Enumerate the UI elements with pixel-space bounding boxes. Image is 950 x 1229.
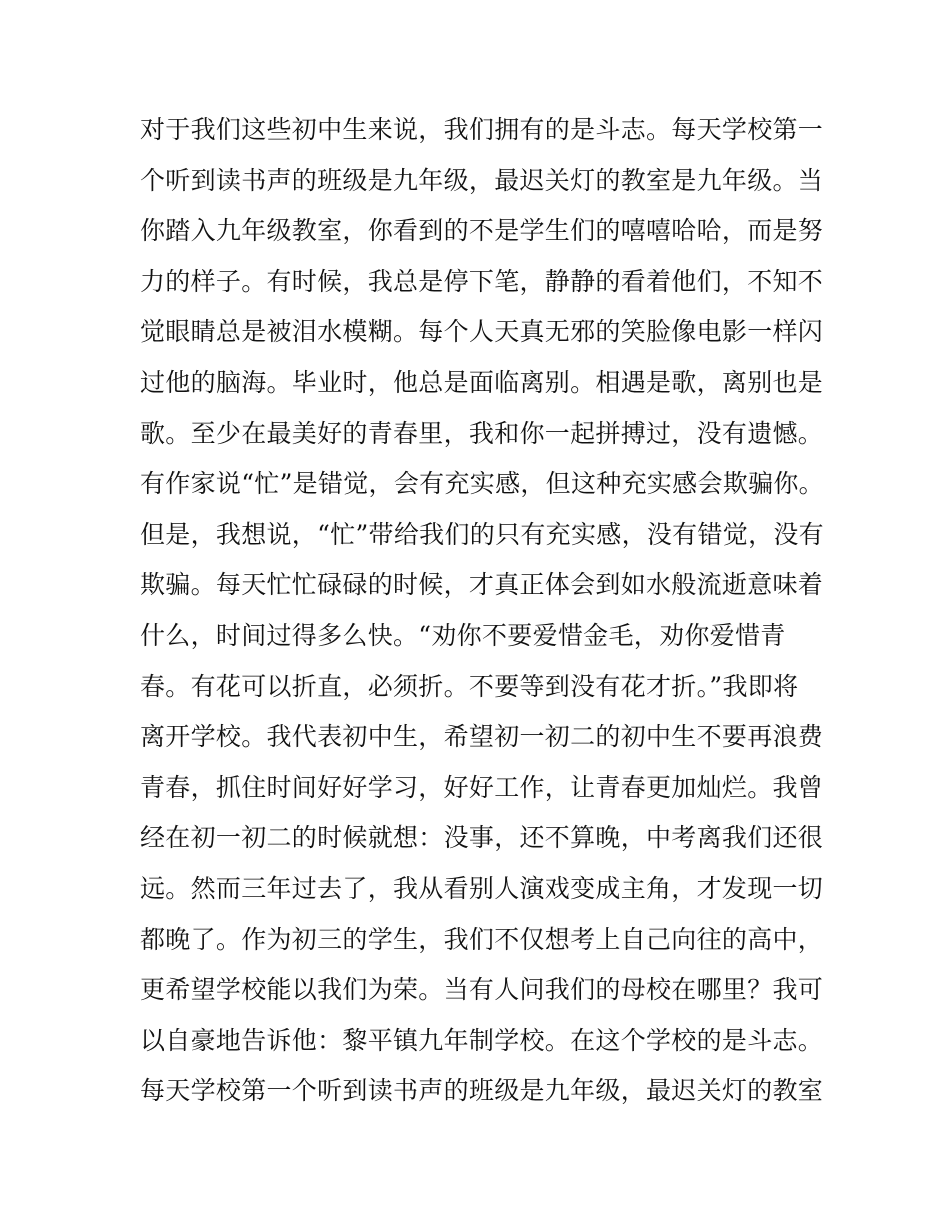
text-line-9: 但是，我想说，“忙”带给我们的只有充实感，没有错觉，没有	[140, 519, 824, 549]
text-line-1: 对于我们这些初中生来说，我们拥有的是斗志。每天学校第一	[140, 115, 824, 144]
text-line-14: 青春，抓住时间好好学习，好好工作，让青春更加灿烂。我曾	[140, 772, 824, 802]
text-line-10: 欺骗。每天忙忙碌碌的时候，才真正体会到如水般流逝意味着	[140, 570, 824, 600]
text-line-11: 什么，时间过得多么快。“劝你不要爱惜金毛，劝你爱惜青	[140, 620, 786, 650]
text-line-15: 经在初一初二的时候就想：没事，还不算晚，中考离我们还很	[140, 823, 824, 853]
text-line-17: 都晚了。作为初三的学生，我们不仅想考上自己向往的高中，	[140, 924, 824, 954]
text-line-2: 个听到读书声的班级是九年级，最迟关灯的教室是九年级。当	[140, 165, 824, 195]
text-line-8: 有作家说“忙”是错觉，会有充实感，但这种充实感会欺骗你。	[140, 469, 824, 499]
text-line-16: 远。然而三年过去了，我从看别人演戏变成主角，才发现一切	[140, 873, 824, 903]
text-line-5: 觉眼睛总是被泪水模糊。每个人天真无邪的笑脸像电影一样闪	[140, 317, 824, 347]
text-line-3: 你踏入九年级教室，你看到的不是学生们的嘻嘻哈哈，而是努	[140, 216, 824, 246]
text-line-7: 歌。至少在最美好的青春里，我和你一起拼搏过，没有遗憾。	[140, 418, 824, 448]
text-line-19: 以自豪地告诉他：黎平镇九年制学校。在这个学校的是斗志。	[140, 1025, 824, 1055]
text-line-6: 过他的脑海。毕业时，他总是面临离别。相遇是歌，离别也是	[140, 367, 824, 397]
text-line-20: 每天学校第一个听到读书声的班级是九年级，最迟关灯的教室	[140, 1076, 824, 1106]
body-text	[140, 105, 830, 1117]
text-line-4: 力的样子。有时候，我总是停下笔，静静的看着他们，不知不	[140, 266, 824, 296]
text-line-12: 春。有花可以折直，必须折。不要等到没有花才折。”我即将	[140, 671, 799, 701]
text-line-13: 离开学校。我代表初中生，希望初一初二的初中生不要再浪费	[140, 722, 824, 752]
text-line-18: 更希望学校能以我们为荣。当有人问我们的母校在哪里？我可	[140, 975, 824, 1005]
